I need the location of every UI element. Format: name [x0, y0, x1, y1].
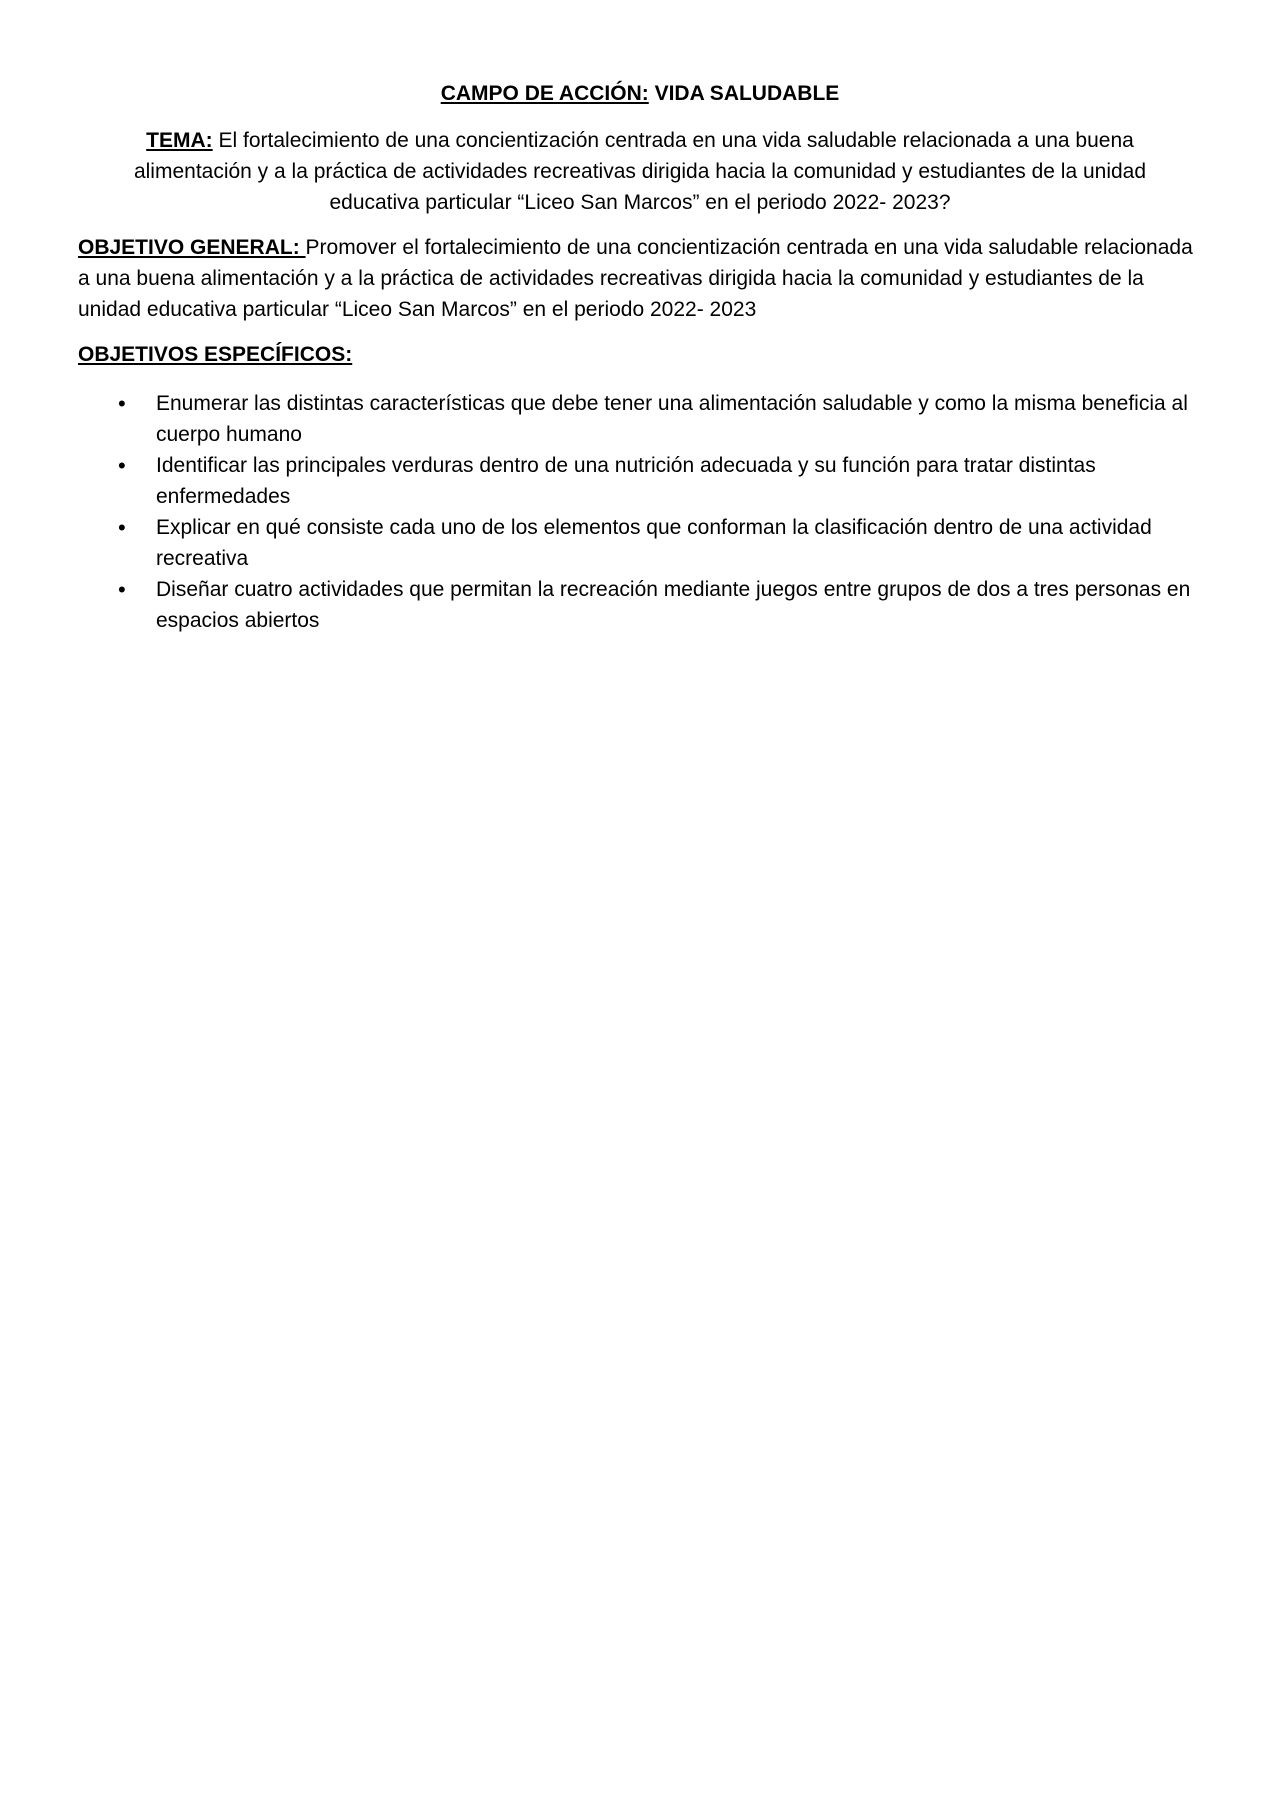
- list-item-text: Diseñar cuatro actividades que permitan la recreación mediante juegos entre grupos de dos a tres personas en espacios abiertos: [156, 578, 1191, 632]
- title-value: VIDA SALUDABLE: [648, 82, 840, 105]
- tema-label: TEMA:: [146, 129, 213, 152]
- title-label: CAMPO DE ACCIÓN:: [440, 82, 649, 105]
- objetivo-general-text: Promover el fortalecimiento de una concientización centrada en una vida saludable relacionada a una buena alimentación y a la práctica de actividades recreativas dirigida hacia la comunidad y estudiantes de la unidad educativa particular “Liceo San Marcos” en el periodo 2022- 2023: [78, 236, 1193, 321]
- list-item: [78, 388, 1202, 450]
- objetivo-general-label: OBJETIVO GENERAL:: [78, 236, 306, 259]
- list-item: [78, 450, 1202, 512]
- list-item: [78, 574, 1202, 636]
- list-item-text: Enumerar las distintas características que debe tener una alimentación saludable y como la misma beneficia al cuerpo humano: [156, 392, 1188, 446]
- list-item-text: Identificar las principales verduras dentro de una nutrición adecuada y su función para tratar distintas enfermedades: [156, 454, 1096, 508]
- bullet-icon: •: [118, 453, 126, 478]
- bullet-icon: •: [118, 577, 126, 602]
- list-item: [78, 512, 1202, 574]
- bullet-icon: •: [118, 391, 126, 416]
- document-title: [78, 78, 1202, 109]
- objetivos-especificos-list: [78, 388, 1202, 636]
- tema-paragraph: [118, 125, 1162, 218]
- bullet-icon: •: [118, 515, 126, 540]
- objetivo-general-paragraph: [78, 232, 1202, 325]
- list-item-text: Explicar en qué consiste cada uno de los elementos que conforman la clasificación dentro de una actividad recreativa: [156, 516, 1152, 570]
- objetivos-especificos-heading: OBJETIVOS ESPECÍFICOS:: [78, 343, 353, 366]
- tema-text: El fortalecimiento de una concientización centrada en una vida saludable relacionada a una buena alimentación y a la práctica de actividades recreativas dirigida hacia la comunidad y estudiantes de la unidad educativa particular “Liceo San Marcos” en el periodo 2022- 2023?: [133, 129, 1147, 214]
